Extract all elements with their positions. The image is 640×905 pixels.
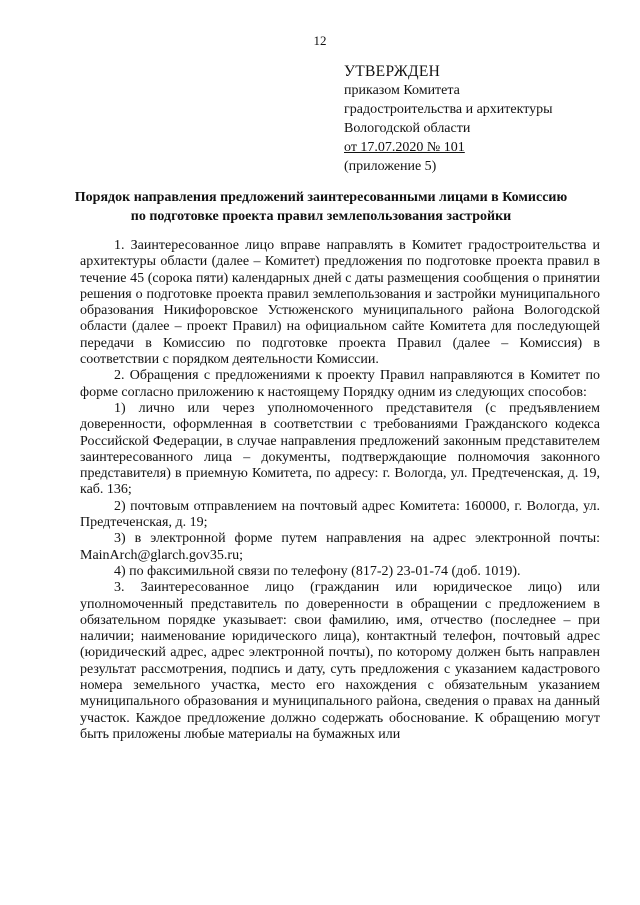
document-title-line-2: по подготовке проекта правил землепользования застройки <box>130 209 512 224</box>
list-item-in-person: 1) лично или через уполномоченного представителя (с предъявлением доверенности, оформленная в соответствии с требованиями Гражданского кодекса Российской Федерации, в случае направления предложений законным представителем заинтересованного лица – документы, подтверждающие полномочия законного представителя) в приемную Комитета, по адресу: г. Вологда, ул. Предтеченская, д. 19, каб. 136; <box>80 400 600 498</box>
document-title <box>60 188 582 226</box>
approval-order-date: от 17.07.2020 № 101 <box>344 140 465 155</box>
paragraph-1: 1. Заинтересованное лицо вправе направлять в Комитет градостроительства и архитектуры области (далее – Комитет) предложения по подготовке проекта правил в течение 45 (сорока пяти) календарных дней с даты размещения сообщения о принятии решения о подготовке проекта правил землепользования и застройки муниципального образования Никифоровское Устюженского муниципального района Вологодской области (далее – проект Правил) на официальном сайте Комитета для последующей передачи в Комиссию по подготовке проекта Правил (далее – Комиссия) в соответствии с порядком деятельности Комиссии. <box>80 238 600 368</box>
approval-heading: УТВЕРЖДЕН <box>344 63 441 80</box>
approval-block <box>344 62 553 176</box>
list-item-fax: 4) по факсимильной связи по телефону (817-2) 23-01-74 (доб. 1019). <box>114 563 521 579</box>
approval-line-1: приказом Комитета <box>344 83 460 98</box>
approval-line-3: Вологодской области <box>344 121 471 136</box>
approval-appendix: (приложение 5) <box>344 159 437 174</box>
list-item-email: 3) в электронной форме путем направления на адрес электронной почты: MainArch@glarch.gov35.ru; <box>80 531 600 563</box>
page-number: 12 <box>313 33 327 48</box>
document-title-line-1: Порядок направления предложений заинтересованными лицами в Комиссию <box>74 190 568 205</box>
list-item-postal: 2) почтовым отправлением на почтовый адрес Комитета: 160000, г. Вологда, ул. Предтеченская, д. 19; <box>80 498 600 531</box>
paragraph-2: 2. Обращения с предложениями к проекту Правил направляются в Комитет по форме согласно приложению к настоящему Порядку одним из следующих способов: <box>80 368 600 400</box>
paragraph-3: 3. Заинтересованное лицо (гражданин или юридическое лицо) или уполномоченный представитель по доверенности в обращении с предложением в обязательном порядке указывает: свои фамилию, имя, отчество (последнее – при наличии; наименование юридического лица), контактный телефон, почтовый адрес (юридический адрес, адрес электронной почты), по которому должен быть направлен результат рассмотрения, подпись и дату, суть предложения с указанием кадастрового номера земельного участка, место его нахождения с обязательным указанием муниципального образования и муниципального района, сведения о правах на данный участок. Каждое предложение должно содержать обоснование. К обращению могут быть приложены любые материалы на бумажных или <box>80 580 600 742</box>
document-body <box>80 238 600 743</box>
approval-line-2: градостроительства и архитектуры <box>344 102 553 117</box>
